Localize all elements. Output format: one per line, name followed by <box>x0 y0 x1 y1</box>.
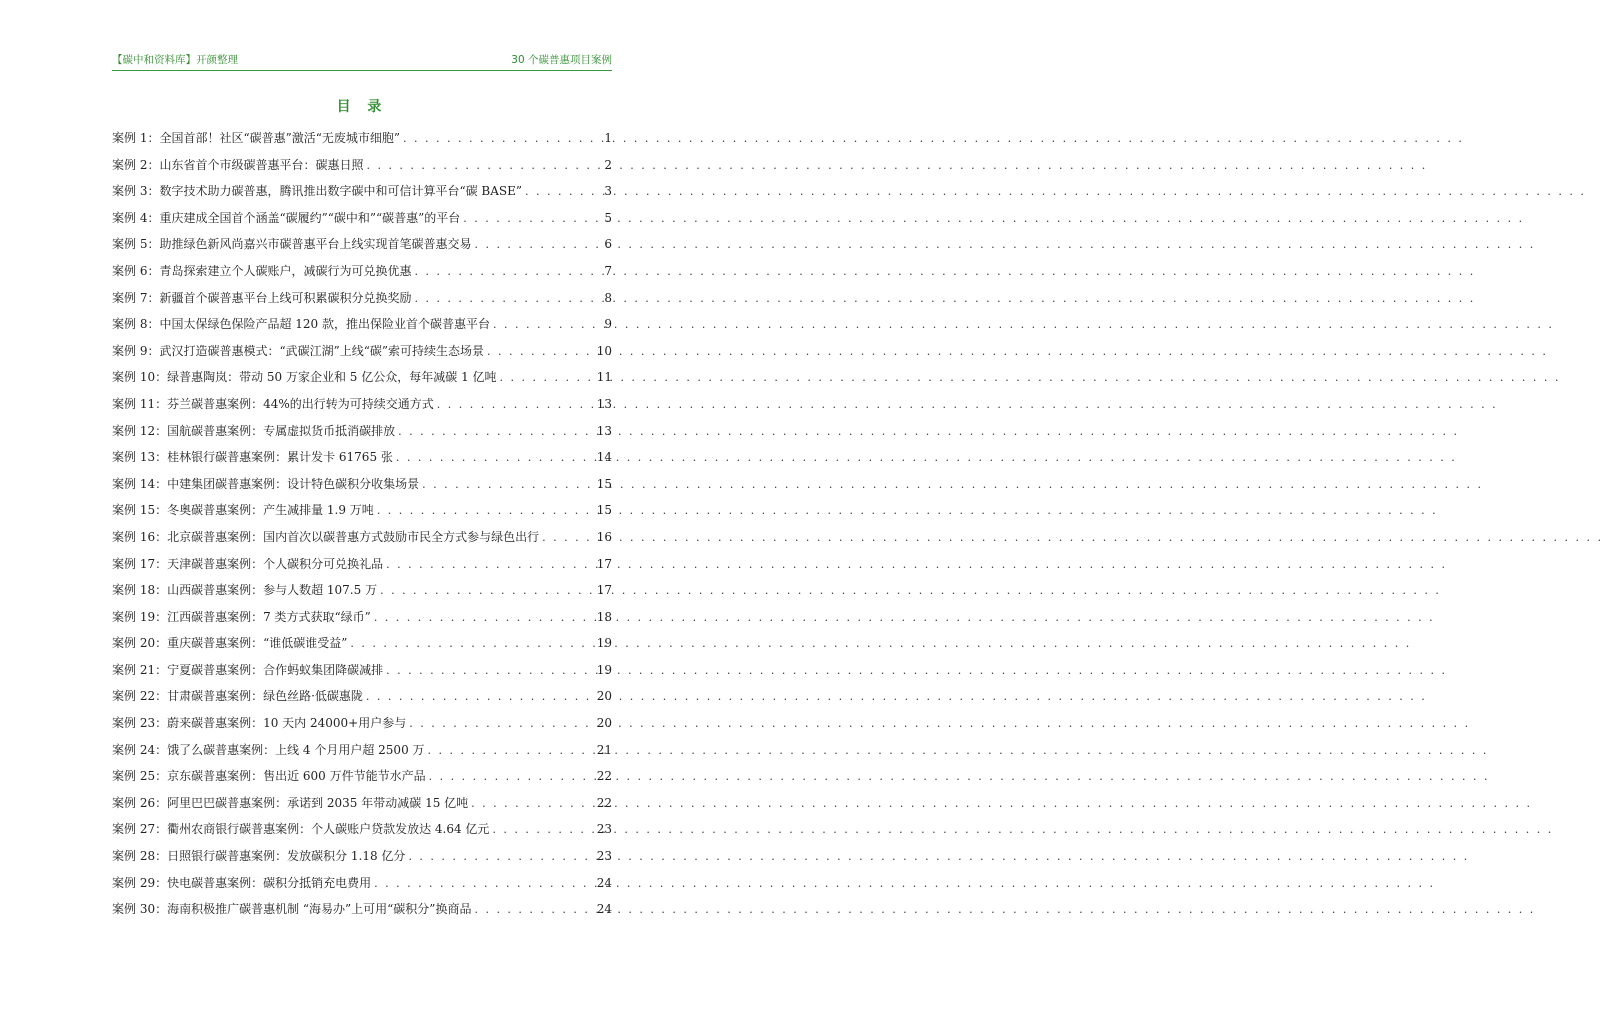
toc-page-number[interactable]: 15 <box>596 476 612 491</box>
toc-entry[interactable] <box>112 421 612 448</box>
toc-entry[interactable] <box>112 527 612 554</box>
toc-entry-title[interactable]: 案例 19：江西碳普惠案例：7 类方式获取“绿币” <box>112 609 371 624</box>
toc-page-number[interactable]: 14 <box>596 450 612 465</box>
toc-page-number[interactable]: 15 <box>596 503 612 518</box>
toc-entry-title[interactable]: 案例 27：衢州农商银行碳普惠案例：个人碳账户贷款发放达 4.64 亿元 <box>112 822 490 837</box>
toc-entry[interactable] <box>112 554 612 581</box>
toc-entry[interactable] <box>112 793 612 820</box>
toc-page-number[interactable]: 21 <box>596 742 612 757</box>
toc-entry-title[interactable]: 案例 16：北京碳普惠案例：国内首次以碳普惠方式鼓励市民全方式参与绿色出行 <box>112 529 540 544</box>
toc-entry[interactable] <box>112 341 612 368</box>
toc-entry-title[interactable]: 案例 13：桂林银行碳普惠案例：累计发卡 61765 张 <box>112 450 393 465</box>
toc-entry-title[interactable]: 案例 1：全国首部！社区“碳普惠”激活“无废城市细胞” <box>112 131 400 145</box>
toc-dot-leader <box>403 129 599 149</box>
toc-entry[interactable] <box>112 740 612 767</box>
toc-page-number[interactable]: 1 <box>604 131 612 145</box>
page-header <box>112 50 612 68</box>
toc-dot-leader <box>500 368 594 388</box>
toc-entry-title[interactable]: 案例 20：重庆碳普惠案例：“谁低碳谁受益” <box>112 636 348 651</box>
toc-dot-leader <box>396 448 594 468</box>
toc-dot-leader <box>366 687 594 707</box>
toc-entry-title[interactable]: 案例 2：山东省首个市级碳普惠平台：碳惠日照 <box>112 157 364 172</box>
toc-page-number[interactable]: 9 <box>604 317 612 332</box>
toc-page-number[interactable]: 22 <box>596 795 612 810</box>
toc-entry[interactable] <box>112 474 612 501</box>
toc-page-number[interactable]: 22 <box>596 769 612 784</box>
toc-dot-leader <box>542 528 594 548</box>
toc-dot-leader <box>350 634 593 654</box>
toc-entry-title[interactable]: 案例 6：青岛探索建立个人碳账户，减碳行为可兑换优惠 <box>112 263 412 278</box>
toc-entry[interactable] <box>112 181 612 208</box>
toc-entry-title[interactable]: 案例 23：蔚来碳普惠案例：10 天内 24000+用户参与 <box>112 716 407 731</box>
toc-entry[interactable] <box>112 261 612 288</box>
toc-entry[interactable] <box>112 607 612 634</box>
header-divider <box>112 70 612 71</box>
toc-entry-title[interactable]: 案例 26：阿里巴巴碳普惠案例：承诺到 2035 年带动减碳 15 亿吨 <box>112 795 469 810</box>
toc-entry[interactable] <box>112 500 612 527</box>
toc-page-number[interactable]: 17 <box>596 556 612 571</box>
toc-dot-leader <box>422 475 594 495</box>
toc-entry-title[interactable]: 案例 10：绿普惠陶岚：带动 50 万家企业和 5 亿公众，每年减碳 1 亿吨 <box>112 370 497 385</box>
toc-page-number[interactable]: 24 <box>596 875 612 890</box>
toc-entry-title[interactable]: 案例 5：助推绿色新风尚嘉兴市碳普惠平台上线实现首笔碳普惠交易 <box>112 237 472 252</box>
toc-dot-leader <box>474 900 593 920</box>
toc-dot-leader <box>409 714 594 734</box>
toc-dot-leader <box>386 661 594 681</box>
toc-entry-title[interactable]: 案例 4：重庆建成全国首个涵盖“碳履约”“碳中和”“碳普惠”的平台 <box>112 210 461 225</box>
toc-entry-title[interactable]: 案例 12：国航碳普惠案例：专属虚拟货币抵消碳排放 <box>112 423 396 438</box>
toc-entry[interactable] <box>112 394 612 421</box>
toc-page-number[interactable]: 17 <box>596 583 612 598</box>
toc-dot-leader <box>429 767 594 787</box>
toc-entry[interactable] <box>112 846 612 873</box>
toc-page-number[interactable]: 7 <box>604 263 612 278</box>
toc-entry-title[interactable]: 案例 21：宁夏碳普惠案例：合作蚂蚁集团降碳减排 <box>112 662 384 677</box>
toc-dot-leader <box>366 156 599 176</box>
toc-dot-leader <box>487 342 594 362</box>
toc-dot-leader <box>408 847 593 867</box>
toc-dot-leader <box>380 581 594 601</box>
toc-page-number[interactable]: 11 <box>596 370 612 385</box>
toc-entry[interactable] <box>112 367 612 394</box>
toc-page-number[interactable]: 19 <box>596 636 612 651</box>
toc-page-number[interactable]: 16 <box>596 529 612 544</box>
toc-entry[interactable] <box>112 899 612 926</box>
toc-entry[interactable] <box>112 819 612 846</box>
toc-dot-leader <box>414 289 599 309</box>
toc-entry[interactable] <box>112 288 612 315</box>
toc-dot-leader <box>398 422 594 442</box>
toc-dot-leader <box>471 794 594 814</box>
toc-page-number[interactable]: 18 <box>596 609 612 624</box>
toc-dot-leader <box>463 209 599 229</box>
toc-entry-title[interactable]: 案例 30：海南积极推广碳普惠机制 “海易办”上可用“碳积分”换商品 <box>112 902 472 917</box>
toc-entry-title[interactable]: 案例 29：快电碳普惠案例：碳积分抵销充电费用 <box>112 875 372 890</box>
toc-page-number[interactable]: 10 <box>596 343 612 358</box>
table-of-contents <box>112 128 612 926</box>
toc-entry-title[interactable]: 案例 17：天津碳普惠案例：个人碳积分可兑换礼品 <box>112 556 384 571</box>
toc-entry-title[interactable]: 案例 7：新疆首个碳普惠平台上线可积累碳积分兑换奖励 <box>112 290 412 305</box>
toc-page-number[interactable]: 13 <box>596 396 612 411</box>
toc-page-number[interactable]: 8 <box>604 290 612 305</box>
toc-page-number[interactable]: 3 <box>604 184 612 199</box>
toc-entry[interactable] <box>112 234 612 261</box>
toc-page-number[interactable]: 20 <box>596 689 612 704</box>
toc-page-number[interactable]: 19 <box>596 662 612 677</box>
toc-entry[interactable] <box>112 713 612 740</box>
toc-dot-leader <box>525 182 599 202</box>
toc-entry[interactable] <box>112 155 612 182</box>
toc-dot-leader <box>474 235 599 255</box>
toc-dot-leader <box>377 501 594 521</box>
toc-entry[interactable] <box>112 766 612 793</box>
toc-dot-leader <box>428 741 594 761</box>
toc-page-number[interactable]: 20 <box>596 716 612 731</box>
toc-entry-title[interactable]: 案例 18：山西碳普惠案例：参与人数超 107.5 万 <box>112 583 378 598</box>
toc-entry[interactable] <box>112 314 612 341</box>
toc-dot-leader <box>414 262 599 282</box>
toc-page-number[interactable]: 13 <box>596 423 612 438</box>
toc-entry[interactable] <box>112 208 612 235</box>
toc-entry-title[interactable]: 案例 14：中建集团碳普惠案例：设计特色碳积分收集场景 <box>112 476 420 491</box>
toc-entry[interactable] <box>112 447 612 474</box>
toc-entry-title[interactable]: 案例 8：中国太保绿色保险产品超 120 款，推出保险业首个碳普惠平台 <box>112 317 490 332</box>
toc-entry[interactable] <box>112 660 612 687</box>
toc-entry[interactable] <box>112 633 612 660</box>
toc-dot-leader <box>493 315 599 335</box>
toc-page-number[interactable]: 5 <box>604 210 612 225</box>
toc-entry-title[interactable]: 案例 3：数字技术助力碳普惠，腾讯推出数字碳中和可信计算平台“碳 BASE” <box>112 184 523 199</box>
toc-entry-title[interactable]: 案例 9：武汉打造碳普惠模式：“武碳江湖”上线“碳”索可持续生态场景 <box>112 343 484 358</box>
header-document-title: 30 个碳普惠项目案例 <box>511 53 612 66</box>
toc-entry-title[interactable]: 案例 22：甘肃碳普惠案例：绿色丝路·低碳惠陇 <box>112 689 363 704</box>
toc-entry[interactable] <box>112 686 612 713</box>
toc-dot-leader <box>374 874 594 894</box>
toc-entry-title[interactable]: 案例 25：京东碳普惠案例：售出近 600 万件节能节水产品 <box>112 769 426 784</box>
toc-page-number[interactable]: 24 <box>596 902 612 917</box>
toc-page-number[interactable]: 23 <box>596 822 612 837</box>
toc-entry[interactable] <box>112 580 612 607</box>
toc-dot-leader <box>437 395 594 415</box>
header-source-label: 【碳中和资料库】开颜整理 <box>112 53 238 66</box>
toc-page-number[interactable]: 6 <box>604 237 612 252</box>
toc-entry-title[interactable]: 案例 28：日照银行碳普惠案例：发放碳积分 1.18 亿分 <box>112 849 406 864</box>
toc-entry[interactable] <box>112 128 612 155</box>
toc-page-number[interactable]: 2 <box>604 157 612 172</box>
toc-title: 目 录 <box>336 99 388 115</box>
toc-dot-leader <box>386 555 594 575</box>
toc-page-number[interactable]: 23 <box>596 849 612 864</box>
toc-entry[interactable] <box>112 873 612 900</box>
toc-entry-title[interactable]: 案例 11：芬兰碳普惠案例：44%的出行转为可持续交通方式 <box>112 396 434 411</box>
toc-entry-title[interactable]: 案例 24：饿了么碳普惠案例：上线 4 个月用户超 2500 万 <box>112 742 425 757</box>
toc-dot-leader <box>374 608 594 628</box>
toc-dot-leader <box>492 820 593 840</box>
toc-entry-title[interactable]: 案例 15：冬奥碳普惠案例：产生减排量 1.9 万吨 <box>112 503 374 518</box>
